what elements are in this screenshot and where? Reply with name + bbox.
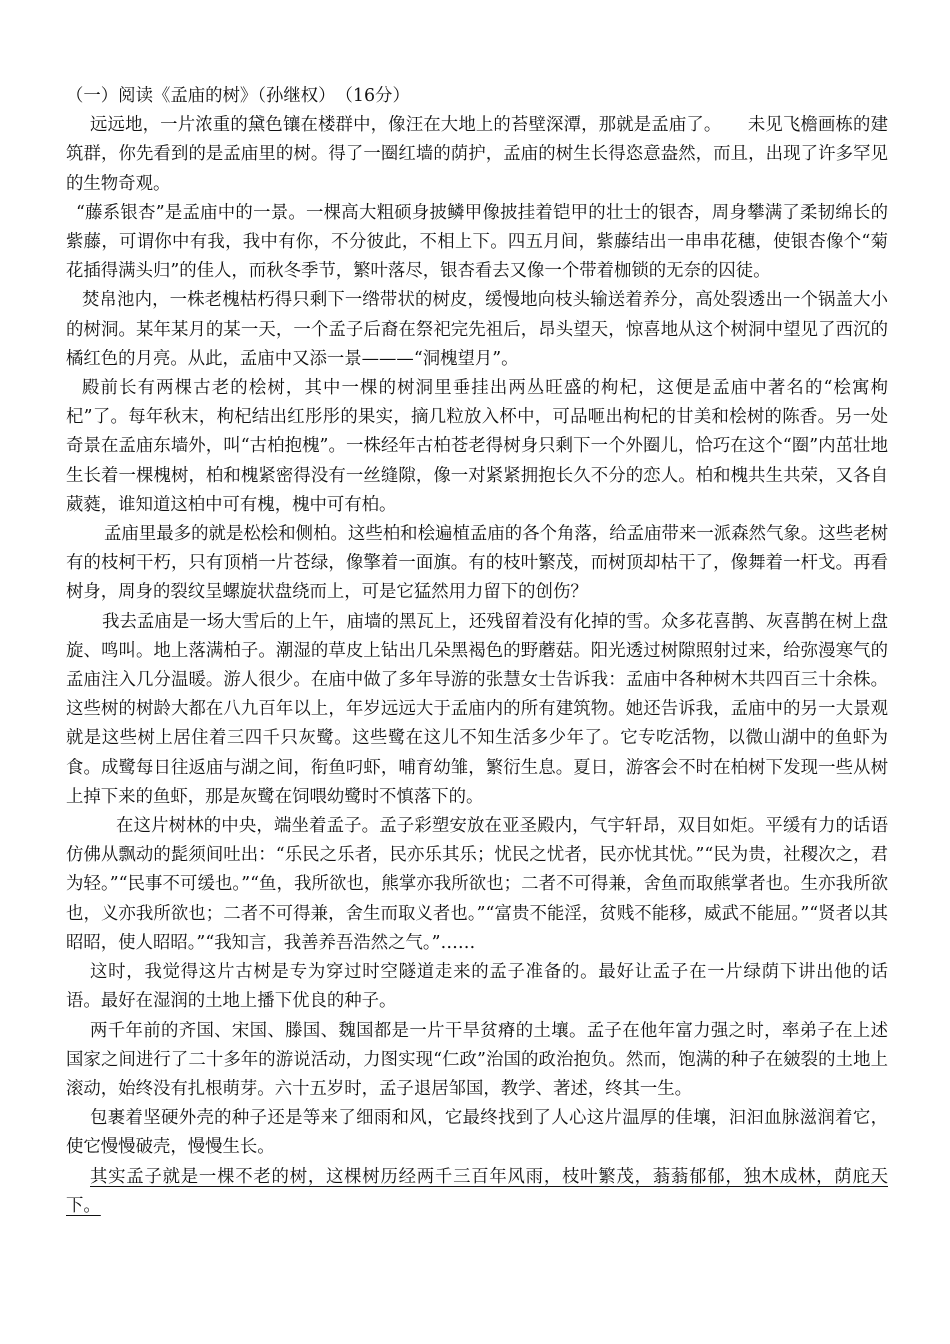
article-page [66,82,888,1221]
paragraph-3: 焚帛池内，一株老槐枯朽得只剩下一绺带状的树皮，缓慢地向枝头输送着养分，高处裂透出一个锅盖大小的树洞。某年某月的某一天，一个孟子后裔在祭祀完先祖后，昂头望天，惊喜地从这个树洞中望见了西沉的橘红色的月亮。从此，孟庙中又添一景———“洞槐望月”。 [66,290,888,369]
paragraph-10: 包裹着坚硬外壳的种子还是等来了细雨和风，它最终找到了人心这片温厚的佳壤，汩汩血脉滋润着它，使它慢慢破壳，慢慢生长。 [66,1108,888,1158]
paragraph-7: 在这片树林的中央，端坐着孟子。孟子彩塑安放在亚圣殿内，气宇轩昂，双目如炬。平缓有力的话语仿佛从飘动的髭须间吐出：“乐民之乐者，民亦乐其乐；忧民之忧者，民亦忧其忧。”“民为贵，社稷次之，君为轻。”“民事不可缓也。”“鱼，我所欲也，熊掌亦我所欲也；二者不可得兼，舍鱼而取熊掌者也。生亦我所欲也，义亦我所欲也；二者不可得兼，舍生而取义者也。”“富贵不能淫，贫贱不能移，威武不能屈。”“贤者以其昭昭，使人昭昭。”“我知言，我善养吾浩然之气。”…… [66,816,888,953]
paragraph-5: 孟庙里最多的就是松桧和侧柏。这些柏和桧遍植孟庙的各个角落，给孟庙带来一派森然气象。这些老树有的枝柯干朽，只有顶梢一片苍绿，像擎着一面旗。有的枝叶繁茂，而树顶却枯干了，像舞着一杆戈。再看树身，周身的裂纹呈螺旋状盘绕而上，可是它猛然用力留下的创伤？ [66,524,888,603]
paragraph-1: 远远地，一片浓重的黛色镶在楼群中，像汪在大地上的苔壁深潭，那就是孟庙了。 未见飞檐画栋的建筑群，你先看到的是孟庙里的树。得了一圈红墙的荫护，孟庙的树生长得恣意盎然，而且，出现了许多罕见的生物奇观。 [66,115,888,194]
paragraph-9: 两千年前的齐国、宋国、滕国、魏国都是一片干旱贫瘠的土壤。孟子在他年富力强之时，率弟子在上述国家之间进行了二十多年的游说活动，力图实现“仁政”治国的政治抱负。然而，饱满的种子在皴裂的土地上滚动，始终没有扎根萌芽。六十五岁时，孟子退居邹国，教学、著述，终其一生。 [66,1020,888,1099]
paragraph-2: “藤系银杏”是孟庙中的一景。一棵高大粗硕身披鳞甲像披挂着铠甲的壮士的银杏，周身攀满了柔韧绵长的紫藤，可谓你中有我，我中有你，不分彼此，不相上下。四五月间，紫藤结出一串串花穗，使银杏像个“菊花插得满头归”的佳人，而秋冬季节，繁叶落尽，银杏看去又像一个带着枷锁的无奈的囚徒。 [66,202,888,282]
underlined-sentence: 其实孟子就是一棵不老的树，这棵树历经两千三百年风雨，枝叶繁茂，蓊蓊郁郁，独木成林，荫庇天下。 [66,1166,888,1216]
paragraph-11-underlined [66,1163,888,1221]
paragraph-8: 这时，我觉得这片古树是专为穿过时空隧道走来的孟子准备的。最好让孟子在一片绿荫下讲出他的话语。最好在湿润的土地上播下优良的种子。 [66,962,888,1012]
paragraph-6: 我去孟庙是一场大雪后的上午，庙墙的黑瓦上，还残留着没有化掉的雪。众多花喜鹊、灰喜鹊在树上盘旋、鸣叫。地上落满柏子。潮湿的草皮上钻出几朵黑褐色的野蘑菇。阳光透过树隙照射过来，给弥漫寒气的孟庙注入几分温暖。游人很少。在庙中做了多年导游的张慧女士告诉我：孟庙中各种树木共四百三十余株。这些树的树龄大都在八九百年以上，年岁远远大于孟庙内的所有建筑物。她还告诉我，孟庙中的另一大景观就是这些树上居住着三四千只灰鹭。这些鹭在这儿不知生活多少年了。它专吃活物，以微山湖中的鱼虾为食。成鹭每日往返庙与湖之间，衔鱼叼虾，哺育幼雏，繁衍生息。夏日，游客会不时在柏树下发现一些从树上掉下来的鱼虾，那是灰鹭在饲喂幼鹭时不慎落下的。 [66,611,888,807]
section-heading: （一）阅读《孟庙的树》（孙继权） （16分） [66,86,410,106]
paragraph-4: 殿前长有两棵古老的桧树，其中一棵的树洞里垂挂出两丛旺盛的枸杞，这便是孟庙中著名的“桧寓枸杞”了。每年秋末，枸杞结出红彤彤的果实，摘几粒放入杯中，可品咂出枸杞的甘美和桧树的陈香。另一处奇景在孟庙东墙外，叫“古柏抱槐”。一株经年古柏苍老得树身只剩下一个外圈儿，恰巧在这个“圈”内茁壮地生长着一棵槐树，柏和槐紧密得没有一丝缝隙，像一对紧紧拥抱长久不分的恋人。柏和槐共生共荣，又各自葳蕤，谁知道这柏中可有槐，槐中可有柏。 [66,378,888,515]
